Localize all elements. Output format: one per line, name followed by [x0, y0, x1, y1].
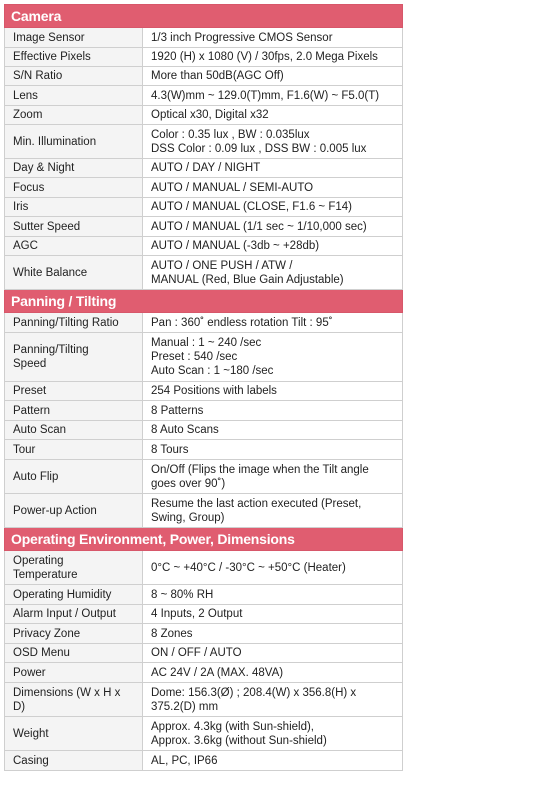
spec-value-line: 8 Tours	[151, 443, 189, 456]
spec-label-line: Focus	[13, 181, 45, 194]
spec-value	[143, 717, 403, 751]
spec-label-line: Speed	[13, 358, 47, 370]
spec-value-line: DSS Color : 0.09 lux , DSS BW : 0.005 lux	[151, 142, 367, 155]
spec-value-line: 8 ~ 80% RH	[151, 588, 214, 601]
spec-row	[5, 67, 403, 86]
spec-label-line: S/N Ratio	[13, 70, 63, 82]
spec-value-line: AUTO / MANUAL (CLOSE, F1.6 ~ F14)	[151, 201, 352, 213]
spec-label-line: Iris	[13, 201, 29, 213]
spec-value-line: 4 Inputs, 2 Output	[151, 608, 243, 620]
section-title: Panning / Tilting	[5, 290, 403, 313]
spec-value-line: Dome: 156.3(Ø) ; 208.4(W) x 356.8(H) x	[151, 686, 357, 699]
spec-row	[5, 644, 403, 663]
spec-value-line: AUTO / MANUAL / SEMI-AUTO	[151, 181, 314, 194]
spec-value-line: 8 Patterns	[151, 404, 204, 417]
spec-label-line: Day & Night	[13, 162, 75, 174]
spec-label	[5, 605, 143, 624]
spec-label-line: Power	[13, 666, 46, 679]
spec-label	[5, 382, 143, 401]
spec-row	[5, 494, 403, 528]
spec-label-line: Auto Scan	[13, 424, 67, 436]
spec-label	[5, 751, 143, 771]
spec-value	[143, 751, 403, 771]
spec-row	[5, 106, 403, 125]
spec-value	[143, 106, 403, 125]
spec-value-line: goes over 90˚)	[151, 477, 226, 490]
spec-row	[5, 585, 403, 605]
spec-label	[5, 256, 143, 290]
spec-label-line: OSD Menu	[13, 647, 70, 659]
spec-label	[5, 494, 143, 528]
spec-label	[5, 551, 143, 585]
spec-row	[5, 313, 403, 333]
spec-label-line: D)	[13, 700, 26, 713]
spec-value	[143, 333, 403, 382]
spec-value	[143, 313, 403, 333]
spec-label	[5, 237, 143, 256]
spec-value	[143, 217, 403, 237]
spec-value	[143, 605, 403, 624]
spec-value	[143, 48, 403, 67]
spec-label-line: Operating Humidity	[13, 588, 112, 601]
spec-value-line: ON / OFF / AUTO	[151, 647, 242, 659]
spec-label	[5, 48, 143, 67]
spec-label-line: Weight	[13, 727, 49, 740]
spec-label	[5, 86, 143, 106]
spec-label-line: Alarm Input / Output	[13, 608, 116, 620]
spec-value-line: MANUAL (Red, Blue Gain Adjustable)	[151, 273, 344, 286]
spec-label-line: Tour	[13, 443, 36, 456]
spec-label-line: Operating	[13, 554, 64, 567]
section-title: Camera	[5, 5, 403, 28]
spec-value-line: 1920 (H) x 1080 (V) / 30fps, 2.0 Mega Pixels	[151, 51, 378, 63]
spec-row	[5, 333, 403, 382]
spec-value	[143, 125, 403, 159]
spec-label	[5, 624, 143, 644]
spec-row	[5, 178, 403, 198]
spec-label	[5, 585, 143, 605]
spec-label-line: Zoom	[13, 109, 43, 121]
spec-value-line: AL, PC, IP66	[151, 754, 218, 767]
spec-value-line: AC 24V / 2A (MAX. 48VA)	[151, 666, 284, 679]
spec-row	[5, 460, 403, 494]
spec-label-line: Dimensions (W x H x	[13, 686, 121, 699]
spec-label-line: Min. Illumination	[13, 135, 97, 148]
spec-row	[5, 551, 403, 585]
spec-value	[143, 585, 403, 605]
spec-value-line: Manual : 1 ~ 240 /sec	[151, 337, 262, 349]
spec-value	[143, 551, 403, 585]
spec-value-line: 254 Positions with labels	[151, 385, 277, 397]
spec-value	[143, 86, 403, 106]
spec-row	[5, 401, 403, 421]
spec-value-line: 1/3 inch Progressive CMOS Sensor	[151, 31, 333, 44]
spec-row	[5, 421, 403, 440]
spec-row	[5, 198, 403, 217]
spec-label	[5, 67, 143, 86]
spec-label	[5, 717, 143, 751]
spec-row	[5, 125, 403, 159]
spec-value	[143, 382, 403, 401]
spec-value	[143, 663, 403, 683]
spec-label-line: Preset	[13, 385, 47, 397]
spec-label	[5, 460, 143, 494]
spec-label-line: Effective Pixels	[13, 51, 91, 63]
spec-value-line: Approx. 3.6kg (without Sun-shield)	[151, 734, 327, 747]
spec-row	[5, 605, 403, 624]
spec-label	[5, 106, 143, 125]
spec-value-line: AUTO / DAY / NIGHT	[151, 162, 261, 174]
spec-label	[5, 644, 143, 663]
spec-label	[5, 313, 143, 333]
spec-label	[5, 440, 143, 460]
spec-value-line: 375.2(D) mm	[151, 700, 219, 713]
spec-row	[5, 237, 403, 256]
spec-label	[5, 178, 143, 198]
spec-value-line: More than 50dB(AGC Off)	[151, 70, 284, 82]
spec-value-line: Swing, Group)	[151, 511, 225, 524]
spec-label	[5, 683, 143, 717]
spec-value-line: Color : 0.35 lux , BW : 0.035lux	[151, 128, 310, 141]
spec-label-line: Panning/Tilting Ratio	[13, 316, 119, 329]
spec-row	[5, 751, 403, 771]
spec-label-line: Image Sensor	[13, 31, 85, 44]
spec-label	[5, 159, 143, 178]
spec-label-line: Auto Flip	[13, 470, 59, 483]
spec-value	[143, 494, 403, 528]
spec-row	[5, 217, 403, 237]
spec-label	[5, 401, 143, 421]
spec-value-line: On/Off (Flips the image when the Tilt angle	[151, 463, 369, 476]
spec-label-line: White Balance	[13, 266, 88, 279]
spec-row	[5, 48, 403, 67]
spec-value	[143, 28, 403, 48]
spec-value	[143, 401, 403, 421]
spec-label	[5, 28, 143, 48]
spec-label	[5, 125, 143, 159]
spec-value-line: 4.3(W)mm ~ 129.0(T)mm, F1.6(W) ~ F5.0(T)	[151, 89, 380, 102]
spec-label-line: AGC	[13, 240, 38, 252]
spec-value-line: Optical x30, Digital x32	[151, 109, 269, 121]
spec-value	[143, 198, 403, 217]
spec-label-line: Temperature	[13, 568, 78, 581]
spec-row	[5, 28, 403, 48]
spec-value	[143, 237, 403, 256]
spec-value	[143, 67, 403, 86]
section-header-row	[5, 528, 403, 551]
spec-row	[5, 717, 403, 751]
section-header-row	[5, 5, 403, 28]
spec-value-line: 0°C ~ +40°C / -30°C ~ +50°C (Heater)	[151, 561, 346, 574]
spec-value-line: Resume the last action executed (Preset,	[151, 497, 362, 510]
spec-value	[143, 178, 403, 198]
spec-value-line: Pan : 360˚ endless rotation Tilt : 95˚	[151, 316, 333, 329]
spec-row	[5, 159, 403, 178]
spec-label-line: Privacy Zone	[13, 627, 81, 640]
spec-row	[5, 256, 403, 290]
spec-label-line: Panning/Tilting	[13, 344, 89, 356]
spec-value	[143, 256, 403, 290]
spec-value	[143, 683, 403, 717]
spec-value-line: 8 Zones	[151, 627, 193, 640]
spec-label-line: Power-up Action	[13, 504, 97, 517]
spec-value-line: Approx. 4.3kg (with Sun-shield),	[151, 720, 314, 733]
spec-value-line: AUTO / MANUAL (-3db ~ +28db)	[151, 240, 320, 252]
section-header-row	[5, 290, 403, 313]
spec-value	[143, 644, 403, 663]
spec-value-line: Preset : 540 /sec	[151, 351, 238, 363]
spec-row	[5, 440, 403, 460]
spec-label	[5, 421, 143, 440]
spec-label-line: Lens	[13, 89, 38, 102]
spec-label	[5, 198, 143, 217]
spec-value-line: Auto Scan : 1 ~180 /sec	[151, 365, 274, 377]
spec-value	[143, 624, 403, 644]
spec-table	[4, 4, 403, 771]
spec-label-line: Pattern	[13, 404, 51, 417]
spec-row	[5, 624, 403, 644]
spec-value	[143, 460, 403, 494]
spec-label-line: Casing	[13, 754, 49, 767]
section-title: Operating Environment, Power, Dimensions	[5, 528, 403, 551]
spec-value	[143, 440, 403, 460]
spec-value-line: AUTO / MANUAL (1/1 sec ~ 1/10,000 sec)	[151, 220, 367, 233]
spec-row	[5, 683, 403, 717]
spec-label	[5, 663, 143, 683]
spec-label	[5, 217, 143, 237]
spec-row	[5, 86, 403, 106]
spec-value-line: AUTO / ONE PUSH / ATW /	[151, 259, 293, 272]
spec-value-line: 8 Auto Scans	[151, 424, 219, 436]
spec-label-line: Sutter Speed	[13, 220, 81, 233]
spec-row	[5, 382, 403, 401]
spec-value	[143, 159, 403, 178]
spec-label	[5, 333, 143, 382]
spec-row	[5, 663, 403, 683]
spec-value	[143, 421, 403, 440]
